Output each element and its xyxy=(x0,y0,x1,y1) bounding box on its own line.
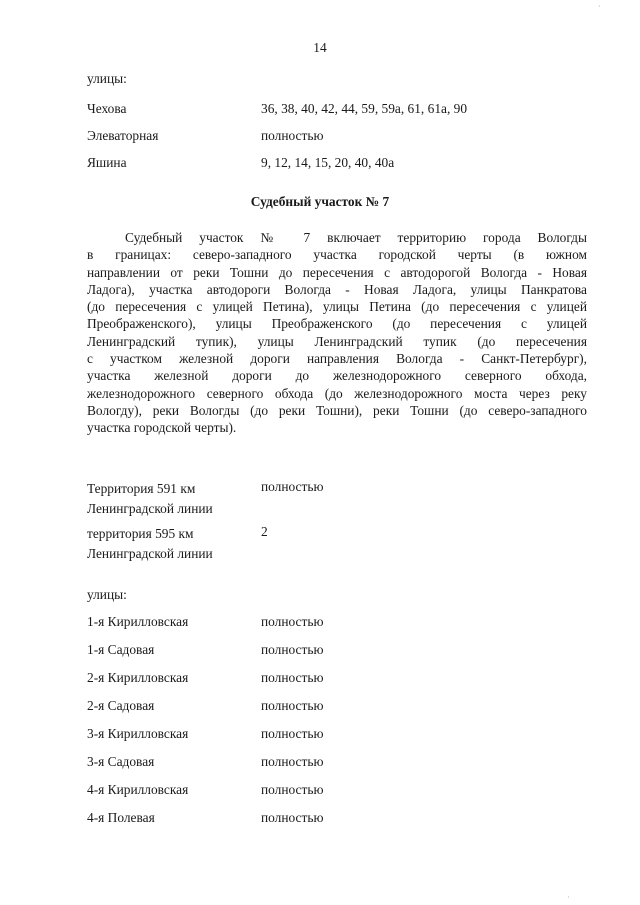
paragraph-line: с участком железной дороги направления Вологда - Санкт-Петербург), xyxy=(87,351,587,367)
street-name: 4-я Кирилловская xyxy=(87,782,189,797)
territory-name xyxy=(87,479,213,519)
street-name: 3-я Садовая xyxy=(87,754,155,769)
scan-mark: · xyxy=(567,893,570,902)
territory-name-line: Территория 591 км xyxy=(87,481,196,496)
street-houses: полностью xyxy=(261,754,324,769)
street-houses: 9, 12, 14, 15, 20, 40, 40а xyxy=(261,155,395,170)
paragraph-line: Судебный участок № 7 включает территорию города Вологды xyxy=(125,230,587,245)
territory-name-line: территория 595 км xyxy=(87,526,194,541)
page-number: 14 xyxy=(313,40,327,55)
street-name: 4-я Полевая xyxy=(87,810,155,825)
street-houses: полностью xyxy=(261,810,324,825)
paragraph-line: участка железной дороги до железнодорожного северного обхода, xyxy=(87,368,587,384)
territory-value: 2 xyxy=(261,524,268,539)
paragraph-line: Ладога), участка автодороги Вологда - Новая Ладога, улицы Панкратова xyxy=(87,281,587,297)
scan-mark: · xyxy=(598,2,601,11)
boundary-description xyxy=(87,229,587,437)
territory-name-line: Ленинградской линии xyxy=(87,546,213,561)
street-houses: полностью xyxy=(261,726,324,741)
paragraph-line: Вологду), реки Вологды (до реки Тошни), реки Тошни (до северо-западного xyxy=(87,402,587,418)
street-name: 1-я Кирилловская xyxy=(87,614,189,629)
paragraph-line: Ленинградский тупик), улицы Ленинградский тупик (до пересечения xyxy=(87,333,587,349)
section-heading: Судебный участок № 7 xyxy=(250,194,390,209)
territory-value: полностью xyxy=(261,479,324,494)
street-houses: полностью xyxy=(261,782,324,797)
street-name: 2-я Кирилловская xyxy=(87,670,189,685)
paragraph-line: железнодорожного северного обхода (до железнодорожного моста через реку xyxy=(87,385,587,401)
street-name: Чехова xyxy=(87,101,127,116)
street-houses: полностью xyxy=(261,698,324,713)
street-houses: полностью xyxy=(261,642,324,657)
street-name: Яшина xyxy=(87,155,127,170)
street-houses: полностью xyxy=(261,670,324,685)
street-name: 2-я Садовая xyxy=(87,698,155,713)
street-houses: полностью xyxy=(261,614,324,629)
street-name: 3-я Кирилловская xyxy=(87,726,189,741)
streets-label: улицы: xyxy=(87,71,127,86)
paragraph-line: Преображенского), улицы Преображенского (до пересечения с улицей xyxy=(87,316,587,332)
street-houses: 36, 38, 40, 42, 44, 59, 59а, 61, 61а, 90 xyxy=(261,101,468,116)
street-houses: полностью xyxy=(261,128,324,143)
paragraph-line: участка городской черты). xyxy=(87,420,237,436)
paragraph-line: направлении от реки Тошни до пересечения с автодорогой Вологда - Новая xyxy=(87,264,587,280)
paragraph-line: (до пересечения с улицей Петина), улицы Петина (до пересечения с улицей xyxy=(87,299,587,315)
territory-name xyxy=(87,524,213,564)
street-name: 1-я Садовая xyxy=(87,642,155,657)
street-name: Элеваторная xyxy=(87,128,159,143)
territory-name-line: Ленинградской линии xyxy=(87,501,213,516)
paragraph-line: в границах: северо-западного участка городской черты (в южном xyxy=(87,247,587,263)
streets-label: улицы: xyxy=(87,587,127,602)
